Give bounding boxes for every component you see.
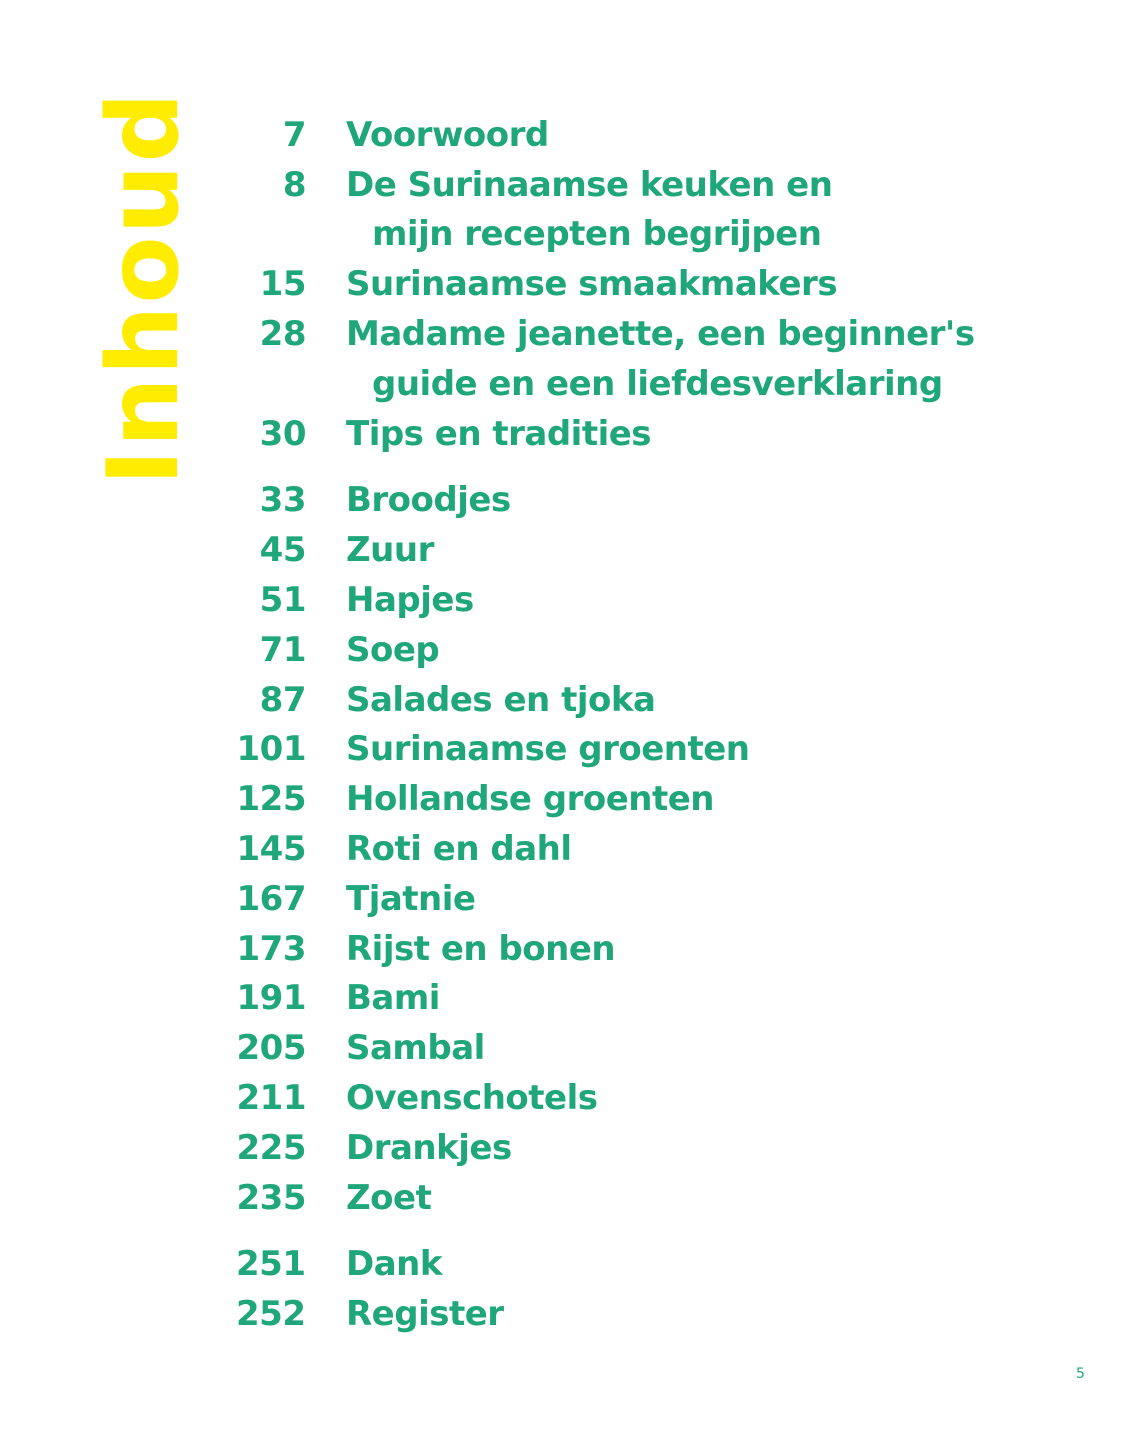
toc-page-number: 101 xyxy=(236,729,306,770)
toc-entry xyxy=(0,625,1146,675)
toc-entry-title: Surinaamse smaakmakers xyxy=(346,264,838,305)
toc-page-number: 211 xyxy=(236,1078,306,1119)
toc-entry-title: Drankjes xyxy=(346,1127,512,1168)
toc-page-number: 225 xyxy=(236,1127,306,1168)
toc-entry xyxy=(0,1073,1146,1123)
toc-entry xyxy=(0,110,1146,160)
toc-entry-title: Madame jeanette, een beginner's xyxy=(346,314,975,355)
toc-entry xyxy=(0,1123,1146,1173)
toc-entry-title: Bami xyxy=(346,978,440,1019)
toc-group xyxy=(0,110,1146,459)
toc-entry-title: Salades en tjoka xyxy=(346,679,656,720)
toc-entry xyxy=(0,924,1146,974)
toc-page-number: 8 xyxy=(282,164,306,205)
toc-page-number: 167 xyxy=(236,878,306,919)
toc-entry-title: Sambal xyxy=(346,1028,485,1069)
toc-entry xyxy=(0,210,1146,260)
toc-page-number: 125 xyxy=(236,779,306,820)
toc-entry-title: Voorwoord xyxy=(346,114,549,155)
table-of-contents xyxy=(0,110,1146,1356)
toc-page-number: 45 xyxy=(259,530,306,571)
toc-page-number: 30 xyxy=(259,413,306,454)
toc-entry xyxy=(0,575,1146,625)
page-title: Inhoud xyxy=(87,90,201,486)
toc-entry-title: Register xyxy=(346,1294,504,1335)
toc-group xyxy=(0,476,1146,1223)
toc-entry-title: guide en een liefdesverklaring xyxy=(372,363,943,404)
toc-entry xyxy=(0,409,1146,459)
toc-entry xyxy=(0,725,1146,775)
toc-entry xyxy=(0,1289,1146,1339)
toc-entry-title: Hapjes xyxy=(346,580,474,621)
toc-entry xyxy=(0,259,1146,309)
toc-entry-title: Ovenschotels xyxy=(346,1078,598,1119)
toc-entry xyxy=(0,160,1146,210)
toc-entry xyxy=(0,1173,1146,1223)
toc-page-number: 28 xyxy=(259,314,306,355)
toc-page-number: 15 xyxy=(259,264,306,305)
toc-page-number: 173 xyxy=(236,928,306,969)
toc-entry xyxy=(0,476,1146,526)
toc-entry-title: Roti en dahl xyxy=(346,829,572,870)
toc-page-number: 51 xyxy=(259,580,306,621)
toc-page-number: 71 xyxy=(259,629,306,670)
toc-entry-title: Tips en tradities xyxy=(346,413,652,454)
toc-page-number: 235 xyxy=(236,1177,306,1218)
toc-page-number: 33 xyxy=(259,480,306,521)
toc-entry xyxy=(0,1023,1146,1073)
toc-entry xyxy=(0,874,1146,924)
toc-page-number: 191 xyxy=(236,978,306,1019)
toc-entry-title: De Surinaamse keuken en xyxy=(346,164,833,205)
toc-entry xyxy=(0,675,1146,725)
toc-entry xyxy=(0,974,1146,1024)
toc-entry-title: Broodjes xyxy=(346,480,511,521)
toc-entry xyxy=(0,1240,1146,1290)
toc-entry-title: Zoet xyxy=(346,1177,432,1218)
toc-entry xyxy=(0,309,1146,359)
toc-entry-title: Soep xyxy=(346,629,440,670)
toc-entry-title: Rijst en bonen xyxy=(346,928,616,969)
toc-page-number: 252 xyxy=(236,1294,306,1335)
toc-entry-title: Tjatnie xyxy=(346,878,476,919)
toc-page-number: 87 xyxy=(259,679,306,720)
toc-page-number: 145 xyxy=(236,829,306,870)
toc-entry xyxy=(0,824,1146,874)
toc-entry-title: mijn recepten begrijpen xyxy=(372,214,822,255)
page-number: 5 xyxy=(1076,1366,1085,1382)
toc-entry xyxy=(0,525,1146,575)
toc-page-number: 7 xyxy=(282,114,306,155)
toc-page-number: 251 xyxy=(236,1244,306,1285)
toc-entry-title: Hollandse groenten xyxy=(346,779,714,820)
toc-entry-title: Zuur xyxy=(346,530,434,571)
toc-entry xyxy=(0,774,1146,824)
toc-entry xyxy=(0,359,1146,409)
toc-entry-title: Surinaamse groenten xyxy=(346,729,750,770)
toc-entry-title: Dank xyxy=(346,1244,442,1285)
toc-group xyxy=(0,1240,1146,1340)
toc-page-number: 205 xyxy=(236,1028,306,1069)
